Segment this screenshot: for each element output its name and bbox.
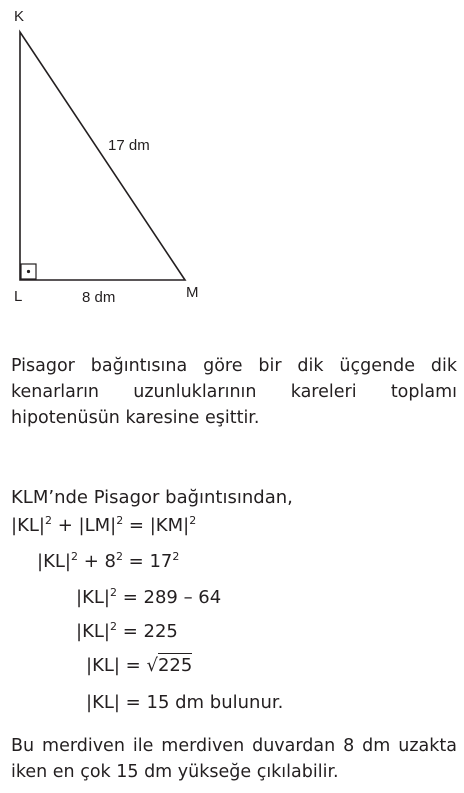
term: = 225: [116, 621, 178, 642]
radical-sign: √: [146, 655, 158, 676]
term: |KL|: [11, 515, 45, 536]
exponent: 2: [115, 550, 123, 563]
operator: +: [51, 515, 79, 536]
equation-line-5: [86, 655, 192, 677]
term: = 289 – 64: [116, 587, 222, 608]
equation-line-4: [76, 621, 178, 643]
hypotenuse-length-label: 17 dm: [108, 137, 150, 154]
radicand: 225: [157, 655, 193, 676]
explanation-paragraph: Pisagor bağıntısına göre bir dik üçgende dik kenarların uzunluklarının kareleri toplamı hipotenüsün karesine eşittir.: [11, 356, 457, 428]
exponent: 2: [172, 550, 180, 563]
exponent: 2: [189, 514, 197, 527]
triangle-klm: [20, 32, 185, 280]
exponent: 2: [109, 620, 117, 633]
equation-line-1: [11, 515, 196, 537]
exponent: 2: [70, 550, 78, 563]
vertex-label-l: L: [14, 288, 23, 305]
solution-intro: KLM’nde Pisagor bağıntısından,: [11, 487, 293, 508]
term: |KM|: [149, 515, 190, 536]
equation-line-3: [76, 587, 221, 609]
exponent: 2: [44, 514, 52, 527]
right-angle-dot: [27, 270, 30, 273]
equation-line-6: |KL| = 15 dm bulunur.: [86, 692, 284, 713]
exponent: 2: [116, 514, 124, 527]
term: + 8: [77, 551, 116, 572]
term: = 17: [122, 551, 173, 572]
term: |LM|: [78, 515, 117, 536]
term: |KL| =: [86, 655, 147, 676]
conclusion-paragraph: Bu merdiven ile merdiven duvardan 8 dm uzakta iken en çok 15 dm yükseğe çıkılabilir.: [11, 736, 457, 782]
square-root: [147, 655, 193, 677]
vertex-label-k: K: [14, 8, 25, 25]
right-triangle-figure: [0, 0, 464, 320]
exponent: 2: [109, 586, 117, 599]
term: |KL|: [37, 551, 71, 572]
term: |KL|: [76, 621, 110, 642]
equation-line-2: [37, 551, 179, 573]
term: |KL|: [76, 587, 110, 608]
vertex-label-m: M: [186, 284, 199, 301]
operator: =: [123, 515, 150, 536]
base-length-label: 8 dm: [82, 289, 116, 306]
